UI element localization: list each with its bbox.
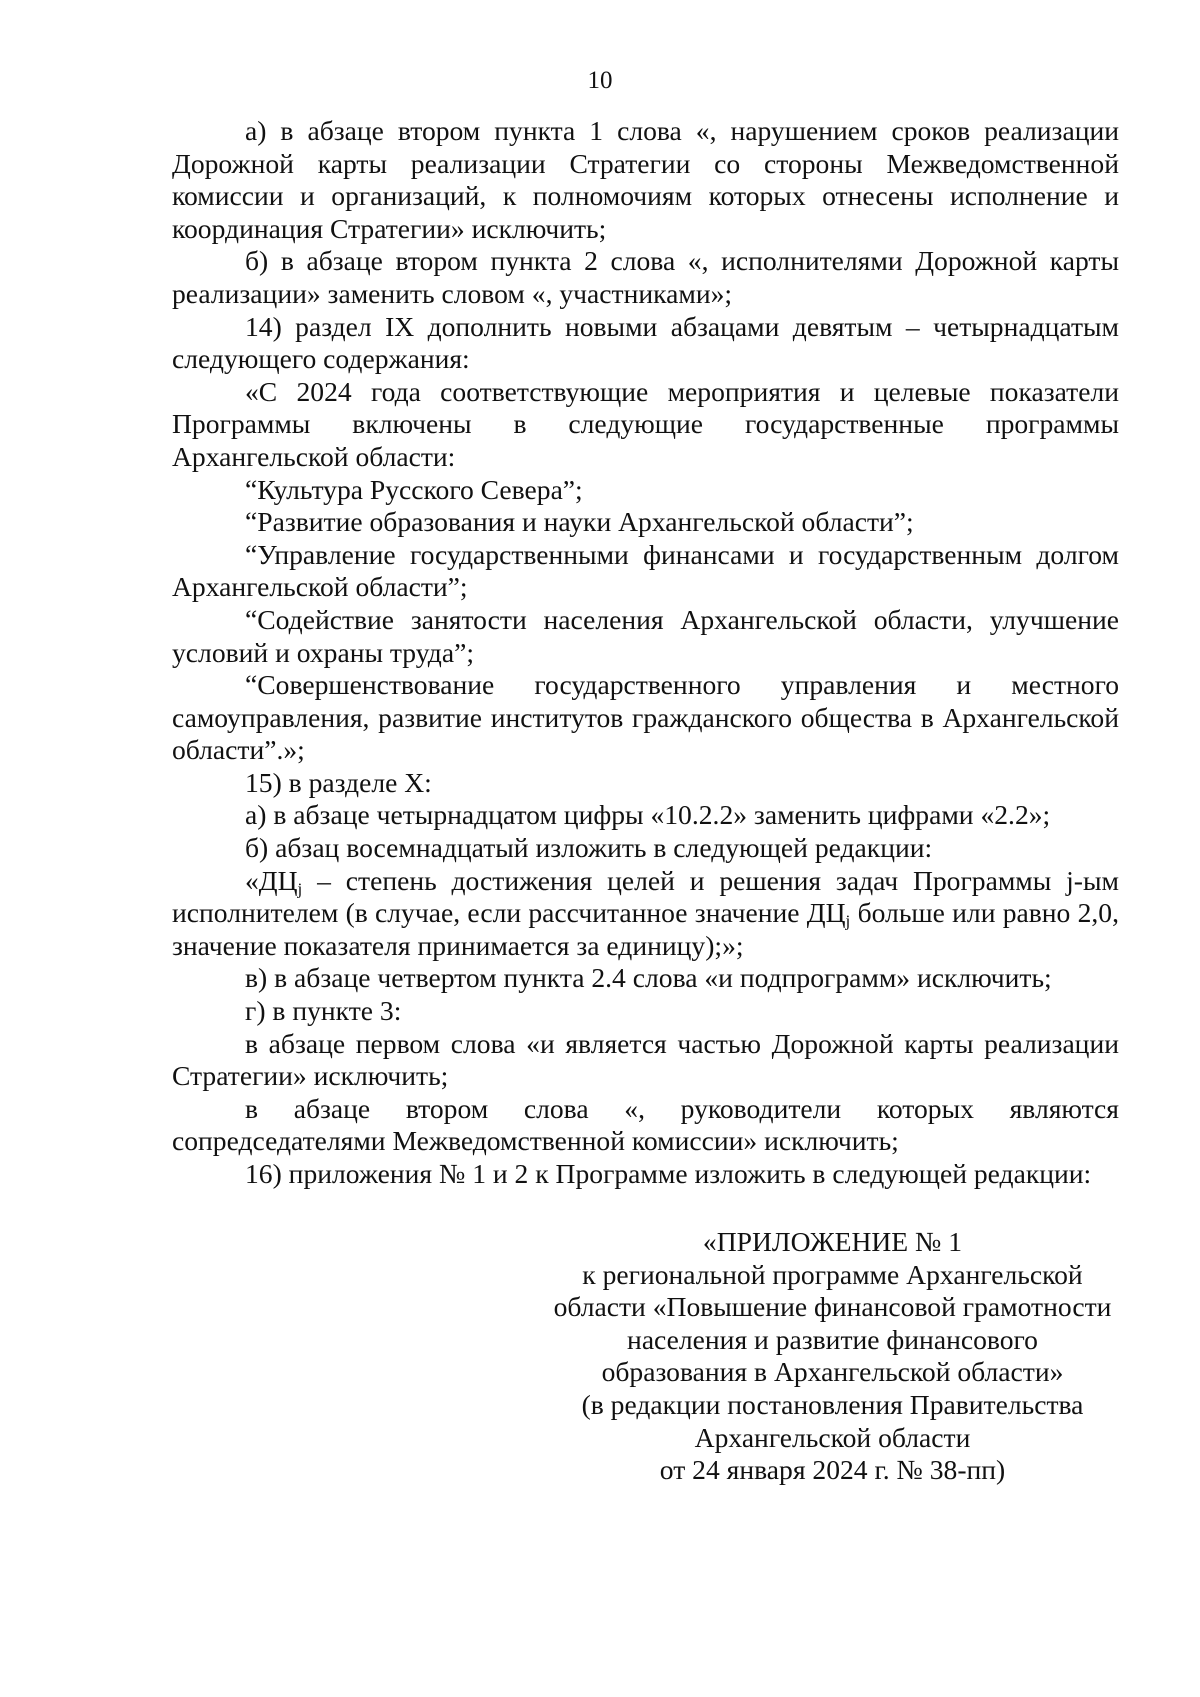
- formula-part1: «ДЦ: [245, 864, 298, 896]
- paragraph-program-culture: “Культура Русского Севера”;: [245, 473, 583, 505]
- formula-part3: больше или равно 2,0, значение показателя принимается за единицу);»;: [172, 897, 1120, 961]
- document-body: [172, 115, 1119, 1191]
- paragraph-15g-second: в абзаце втором слова «, руководители которых являются сопредседателями Межведомственной комиссии» исключить;: [172, 1092, 1119, 1157]
- appendix-line: населения и развитие финансового: [627, 1323, 1038, 1355]
- paragraph-item16: 16) приложения № 1 и 2 к Программе изложить в следующей редакции:: [245, 1158, 1092, 1189]
- paragraph-program-education: “Развитие образования и науки Архангельской области”;: [245, 506, 914, 538]
- paragraph-program-finance: “Управление государственными финансами и государственным долгом Архангельской области”;: [172, 538, 1119, 603]
- paragraph-program-governance: “Совершенствование государственного управления и местного самоуправления, развитие институтов гражданского общества в Архангельской области”.»;: [172, 669, 1119, 766]
- formula-subscript-1: j: [297, 878, 303, 898]
- appendix-heading: [540, 1226, 1125, 1487]
- paragraph-15g: г) в пункте 3:: [245, 995, 402, 1027]
- paragraph-program-employment: “Содействие занятости населения Архангельской области, улучшение условий и охраны труда”;: [172, 603, 1119, 668]
- paragraph-b-item2: б) в абзаце втором пункта 2 слова «, исполнителями Дорожной карты реализации» заменить словом «, участниками»;: [172, 245, 1119, 309]
- appendix-line: к региональной программе Архангельской: [582, 1258, 1083, 1290]
- appendix-line-title: «ПРИЛОЖЕНИЕ № 1: [702, 1226, 963, 1257]
- appendix-line: от 24 января 2024 г. № 38-пп): [659, 1454, 1006, 1486]
- paragraph-a-item1: а) в абзаце втором пункта 1 слова «, нарушением сроков реализации Дорожной карты реализации Стратегии со стороны Межведомственной комиссии и организаций, к полномочиям которых отнесены исполнение и координация Стратегии» исключить;: [172, 115, 1119, 244]
- paragraph-quote-intro: «С 2024 года соответствующие мероприятия и целевые показатели Программы включены в следующие государственные программы Архангельской области:: [172, 375, 1119, 472]
- paragraph-item14: 14) раздел IX дополнить новыми абзацами девятым – четырнадцатым следующего содержания:: [172, 310, 1119, 375]
- paragraph-formula: [172, 865, 1119, 963]
- paragraph-15v: в) в абзаце четвертом пункта 2.4 слова «и подпрограмм» исключить;: [245, 962, 1052, 994]
- appendix-line: образования в Архангельской области»: [601, 1356, 1064, 1388]
- formula-subscript-2: j: [845, 911, 851, 931]
- appendix-line: (в редакции постановления Правительства: [581, 1388, 1084, 1420]
- formula-part2: – степень достижения целей и решения задач Программы j-ым исполнителем (в случае, если рассчитанное значение ДЦ: [172, 864, 1119, 929]
- appendix-line: Архангельской области: [694, 1421, 971, 1453]
- paragraph-item15: 15) в разделе X:: [245, 766, 432, 798]
- paragraph-15g-first: в абзаце первом слова «и является частью Дорожной карты реализации Стратегии» исключить;: [172, 1027, 1119, 1092]
- page-number: 10: [587, 67, 613, 94]
- paragraph-15b: б) абзац восемнадцатый изложить в следующей редакции:: [245, 832, 933, 864]
- appendix-line: области «Повышение финансовой грамотности: [553, 1291, 1112, 1323]
- paragraph-15a: а) в абзаце четырнадцатом цифры «10.2.2» заменить цифрами «2.2»;: [245, 799, 1051, 831]
